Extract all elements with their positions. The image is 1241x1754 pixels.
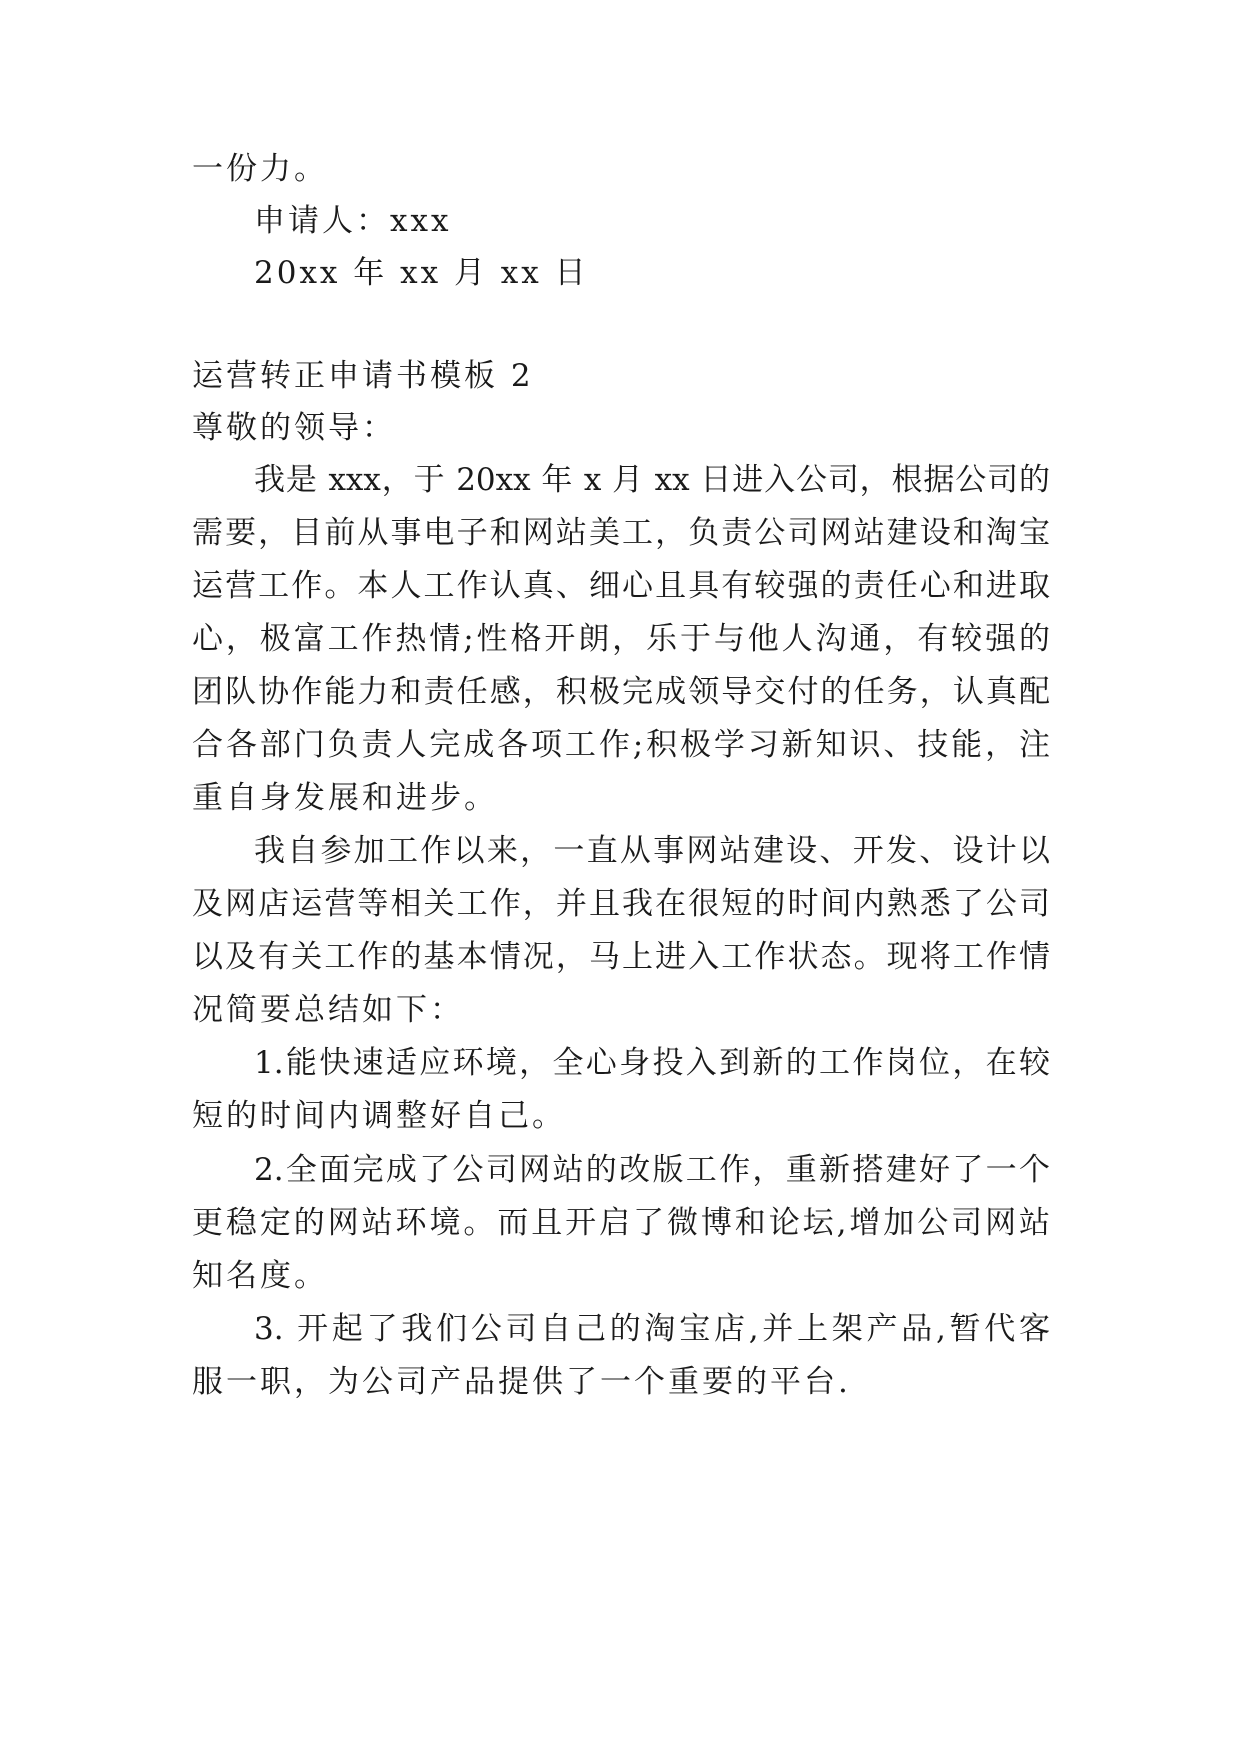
- closing-line: 一份力。: [192, 151, 328, 187]
- paragraph-line: 合各部门负责人完成各项工作;积极学习新知识、技能，注: [192, 727, 1050, 763]
- paragraph-line: 重自身发展和进步。: [192, 780, 498, 816]
- paragraph-line: 以及有关工作的基本情况，马上进入工作状态。现将工作情: [192, 939, 1050, 975]
- paragraph-line: 况简要总结如下：: [192, 992, 464, 1028]
- list-item-line: 短的时间内调整好自己。: [192, 1098, 566, 1134]
- section-title: 运营转正申请书模板 2: [192, 358, 534, 394]
- paragraph-line: 我是 xxx，于 20xx 年 x 月 xx 日进入公司，根据公司的: [254, 462, 1050, 498]
- paragraph-line: 需要，目前从事电子和网站美工，负责公司网站建设和淘宝: [192, 515, 1050, 551]
- list-item-line: 1.能快速适应环境，全心身投入到新的工作岗位，在较: [254, 1045, 1050, 1081]
- paragraph-line: 心，极富工作热情;性格开朗，乐于与他人沟通，有较强的: [192, 621, 1050, 657]
- list-item-line: 知名度。: [192, 1258, 328, 1294]
- paragraph-line: 运营工作。本人工作认真、细心且具有较强的责任心和进取: [192, 568, 1050, 604]
- date-line: 20xx 年 xx 月 xx 日: [254, 255, 589, 291]
- paragraph-line: 我自参加工作以来，一直从事网站建设、开发、设计以: [254, 833, 1050, 869]
- list-item-line: 服一职，为公司产品提供了一个重要的平台.: [192, 1364, 851, 1400]
- paragraph-line: 团队协作能力和责任感，积极完成领导交付的任务，认真配: [192, 674, 1050, 710]
- salutation: 尊敬的领导：: [192, 410, 396, 446]
- list-item-line: 2.全面完成了公司网站的改版工作，重新搭建好了一个: [254, 1152, 1050, 1188]
- signature-line: 申请人：xxx: [254, 203, 452, 239]
- list-item-line: 3. 开起了我们公司自己的淘宝店,并上架产品,暂代客: [254, 1311, 1050, 1347]
- list-item-line: 更稳定的网站环境。而且开启了微博和论坛,增加公司网站: [192, 1205, 1050, 1241]
- paragraph-line: 及网店运营等相关工作，并且我在很短的时间内熟悉了公司: [192, 886, 1050, 922]
